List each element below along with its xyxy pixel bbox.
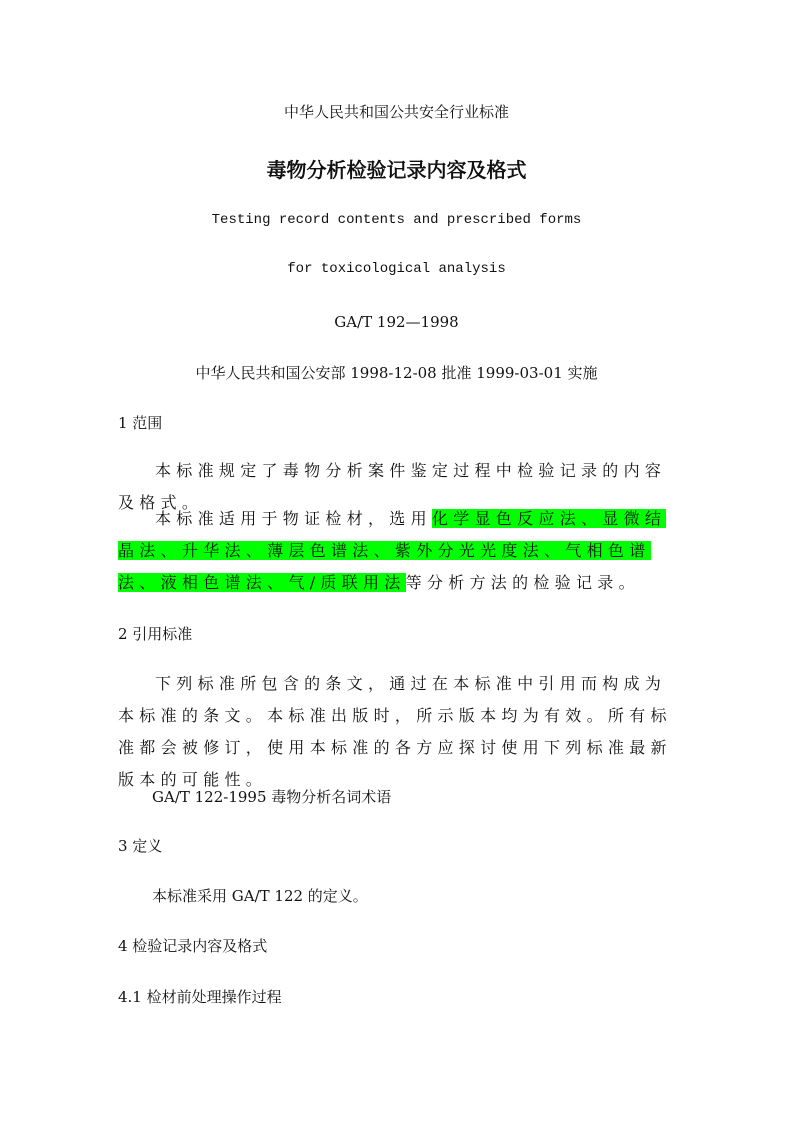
standard-code: GA/T 192—1998 (334, 313, 459, 331)
section-3-paragraph: 本标准采用 GA/T 122 的定义。 (152, 887, 368, 905)
issuer-line: 中华人民共和国公共安全行业标准 (283, 103, 509, 121)
paragraph-text: 本标准适用于物证检材，选用 (155, 509, 432, 528)
section-2-paragraph (118, 668, 678, 796)
section-2-heading: 2 引用标准 (118, 625, 193, 643)
paragraph-text: 等分析方法的检验记录。 (405, 573, 640, 592)
document-title: 毒物分析检验记录内容及格式 (266, 158, 527, 182)
section-1-paragraph-2 (118, 503, 678, 599)
highlighted-text: 化学显色反应法、显微结晶法、升华法、薄层色谱法、紫外分光光度法、气相色谱法、液相色谱法、气/质联用法 (118, 509, 667, 592)
approval-line: 中华人民共和国公安部 1998-12-08 批准 1999-03-01 实施 (195, 364, 598, 382)
section-4-1-heading: 4.1 检材前处理操作过程 (118, 988, 282, 1006)
section-3-heading: 3 定义 (118, 837, 163, 855)
paragraph-text: 本标准规定了毒物分析案件鉴定过程中检验记录的内容及格式。 (118, 461, 667, 512)
english-title-line-1: Testing record contents and prescribed forms (211, 212, 582, 228)
section-1-heading: 1 范围 (118, 414, 163, 432)
section-4-heading: 4 检验记录内容及格式 (118, 937, 268, 955)
reference-item: GA/T 122-1995 毒物分析名词术语 (152, 788, 392, 806)
english-title-line-2: for toxicological analysis (287, 261, 506, 277)
paragraph-text: 下列标准所包含的条文，通过在本标准中引用而构成为本标准的条文。本标准出版时，所示版本均为有效。所有标准都会被修订，使用本标准的各方应探讨使用下列标准最新版本的可能性。 (118, 674, 672, 789)
